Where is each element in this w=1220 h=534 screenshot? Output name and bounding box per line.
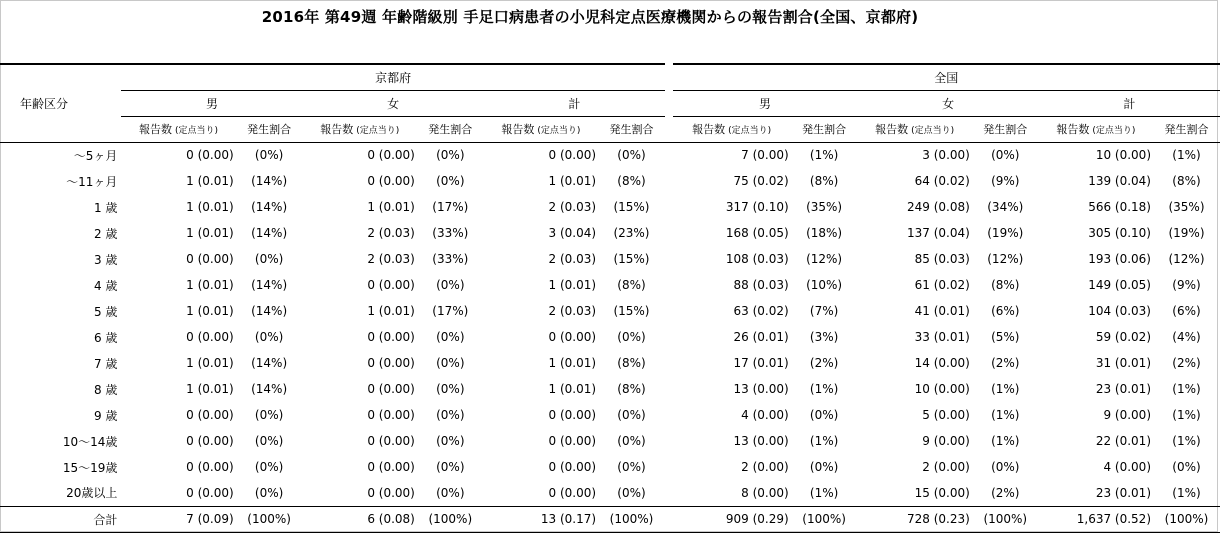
sex-label: 計 bbox=[1123, 96, 1136, 111]
per-sentinel-label: (定点当り) bbox=[911, 126, 955, 136]
table-row bbox=[0, 376, 1220, 402]
table-row bbox=[0, 246, 1220, 272]
rate-cell: (1%) bbox=[991, 408, 1020, 422]
rate-cell: (23%) bbox=[613, 226, 650, 240]
rate-cell: (1%) bbox=[809, 485, 839, 500]
per-sentinel-label: (定点当り) bbox=[356, 126, 400, 136]
rate-cell: (2%) bbox=[991, 356, 1020, 370]
count-cell: 2 (0.03) bbox=[548, 200, 597, 214]
count-cell: 0 (0.00) bbox=[548, 408, 597, 422]
rate-cell: (0%) bbox=[436, 356, 465, 370]
count-cell: 7 (0.00) bbox=[741, 148, 789, 163]
count-cell: 33 (0.01) bbox=[914, 330, 970, 344]
count-cell: 0 (0.00) bbox=[548, 460, 597, 474]
count-cell: 909 (0.29) bbox=[673, 506, 791, 532]
age-cell: 1 歳 bbox=[93, 200, 118, 215]
count-cell: 1 (0.01) bbox=[548, 382, 597, 396]
rate-cell: (0%) bbox=[617, 485, 646, 500]
rate-cell: (8%) bbox=[1172, 174, 1201, 188]
rate-cell: (1%) bbox=[1172, 485, 1201, 500]
age-cell: 合計 bbox=[0, 506, 121, 532]
sex-header-national-total bbox=[1039, 90, 1220, 116]
region-header-kyoto: 京都府 bbox=[375, 70, 412, 85]
rate-cell: (0%) bbox=[809, 460, 839, 474]
count-cell: 1 (0.01) bbox=[186, 174, 234, 188]
count-cell: 9 (0.00) bbox=[922, 434, 970, 448]
rate-cell: (0%) bbox=[436, 148, 465, 163]
count-cell: 0 (0.00) bbox=[367, 460, 415, 474]
per-sentinel-label: (定点当り) bbox=[175, 126, 219, 136]
spacer-cell bbox=[665, 350, 673, 376]
sex-header-kyoto-male bbox=[121, 90, 302, 116]
count-cell: 0 (0.00) bbox=[186, 330, 234, 344]
table-row bbox=[0, 350, 1220, 376]
spacer-cell bbox=[665, 272, 673, 298]
count-cell: 0 (0.00) bbox=[548, 434, 597, 448]
count-cell: 2 (0.03) bbox=[548, 304, 597, 318]
count-cell: 17 (0.01) bbox=[733, 356, 789, 370]
count-cell: 0 (0.00) bbox=[367, 356, 415, 370]
rate-cell: (17%) bbox=[432, 304, 469, 318]
spacer-cell bbox=[665, 506, 673, 532]
report-table bbox=[0, 63, 1220, 533]
rate-label: 発生割合 bbox=[609, 123, 654, 136]
spacer-cell bbox=[665, 142, 673, 168]
spacer-cell bbox=[665, 116, 673, 142]
count-cell: 0 (0.00) bbox=[367, 148, 415, 163]
rate-cell: (0%) bbox=[254, 460, 284, 474]
count-cell: 0 (0.00) bbox=[367, 434, 415, 448]
rate-cell: (0%) bbox=[254, 434, 284, 448]
count-cell: 2 (0.03) bbox=[367, 226, 415, 240]
rate-cell: (1%) bbox=[991, 382, 1020, 396]
rate-cell: (14%) bbox=[251, 278, 288, 292]
count-cell: 31 (0.01) bbox=[1095, 356, 1151, 370]
sex-label: 男 bbox=[759, 96, 772, 111]
per-sentinel-label: (定点当り) bbox=[728, 126, 772, 136]
rate-cell: (0%) bbox=[617, 408, 646, 422]
spacer-cell bbox=[665, 376, 673, 402]
spacer-cell bbox=[665, 324, 673, 350]
count-cell: 3 (0.00) bbox=[922, 148, 970, 163]
rate-header-kyoto-female bbox=[417, 116, 484, 142]
count-label: 報告数 bbox=[501, 123, 535, 136]
rate-header-kyoto-male bbox=[236, 116, 303, 142]
rate-cell: (100%) bbox=[417, 506, 484, 532]
spacer-cell bbox=[665, 402, 673, 428]
count-cell: 249 (0.08) bbox=[907, 200, 970, 214]
rate-cell: (14%) bbox=[251, 304, 288, 318]
rate-cell: (0%) bbox=[254, 148, 284, 163]
rate-header-national-male bbox=[791, 116, 858, 142]
count-cell: 0 (0.00) bbox=[186, 408, 234, 422]
count-cell: 0 (0.00) bbox=[367, 278, 415, 292]
rate-cell: (14%) bbox=[251, 200, 288, 214]
sex-label: 女 bbox=[942, 96, 955, 111]
count-cell: 15 (0.00) bbox=[914, 485, 970, 500]
age-cell: ～5ヶ月 bbox=[73, 148, 118, 163]
rate-cell: (1%) bbox=[809, 382, 839, 396]
table-row bbox=[0, 480, 1220, 506]
rate-cell: (3%) bbox=[809, 330, 839, 344]
table-row bbox=[0, 194, 1220, 220]
count-header-kyoto-male bbox=[121, 116, 235, 142]
count-cell: 168 (0.05) bbox=[725, 226, 789, 240]
rate-cell: (100%) bbox=[236, 506, 303, 532]
count-cell: 63 (0.02) bbox=[733, 304, 789, 318]
count-header-national-total bbox=[1039, 116, 1153, 142]
count-cell: 85 (0.03) bbox=[914, 252, 970, 266]
spacer-cell bbox=[665, 454, 673, 480]
age-cell: 7 歳 bbox=[93, 356, 118, 371]
count-label: 報告数 bbox=[1056, 123, 1090, 136]
table-body bbox=[0, 142, 1220, 532]
rate-cell: (0%) bbox=[254, 252, 284, 266]
count-cell: 0 (0.00) bbox=[548, 485, 597, 500]
rate-label: 発生割合 bbox=[1164, 123, 1209, 136]
age-cell: ～11ヶ月 bbox=[66, 174, 118, 189]
rate-cell: (0%) bbox=[254, 330, 284, 344]
count-cell: 0 (0.00) bbox=[186, 460, 234, 474]
table-row bbox=[0, 220, 1220, 246]
count-cell: 0 (0.00) bbox=[367, 485, 415, 500]
spacer-cell bbox=[665, 220, 673, 246]
rate-cell: (1%) bbox=[991, 434, 1020, 448]
rate-cell: (0%) bbox=[617, 330, 646, 344]
rate-cell: (6%) bbox=[991, 304, 1020, 318]
spacer-cell bbox=[665, 480, 673, 506]
spacer-cell bbox=[665, 428, 673, 454]
sex-label: 計 bbox=[568, 96, 581, 111]
sex-header-row bbox=[0, 90, 1220, 116]
count-cell: 5 (0.00) bbox=[922, 408, 970, 422]
count-cell: 1 (0.01) bbox=[367, 304, 415, 318]
rate-cell: (35%) bbox=[806, 200, 843, 214]
count-cell: 0 (0.00) bbox=[548, 148, 597, 163]
rate-cell: (15%) bbox=[613, 252, 650, 266]
count-header-kyoto-female bbox=[303, 116, 417, 142]
rate-cell: (0%) bbox=[436, 330, 465, 344]
count-cell: 1 (0.01) bbox=[186, 200, 234, 214]
region-header-national: 全国 bbox=[934, 70, 959, 85]
rate-cell: (33%) bbox=[432, 226, 469, 240]
count-cell: 4 (0.00) bbox=[1103, 460, 1151, 474]
rate-cell: (0%) bbox=[617, 148, 646, 163]
rate-cell: (9%) bbox=[991, 174, 1020, 188]
rate-cell: (0%) bbox=[1172, 460, 1201, 474]
rate-cell: (0%) bbox=[617, 460, 646, 474]
count-cell: 23 (0.01) bbox=[1095, 382, 1151, 396]
sub-header-row bbox=[0, 116, 1220, 142]
table-row bbox=[0, 168, 1220, 194]
count-cell: 13 (0.00) bbox=[733, 434, 789, 448]
age-cell: 15～19歳 bbox=[62, 460, 118, 475]
rate-cell: (2%) bbox=[809, 356, 839, 370]
count-label: 報告数 bbox=[320, 123, 354, 136]
spacer-cell bbox=[665, 168, 673, 194]
table-row bbox=[0, 402, 1220, 428]
rate-cell: (0%) bbox=[436, 408, 465, 422]
rate-cell: (6%) bbox=[1172, 304, 1201, 318]
count-cell: 10 (0.00) bbox=[914, 382, 970, 396]
rate-cell: (17%) bbox=[432, 200, 469, 214]
count-header-national-male bbox=[673, 116, 791, 142]
count-cell: 2 (0.00) bbox=[922, 460, 970, 474]
age-cell: 2 歳 bbox=[93, 226, 118, 241]
rate-cell: (1%) bbox=[1172, 408, 1201, 422]
rate-label: 発生割合 bbox=[983, 123, 1028, 136]
rate-cell: (8%) bbox=[617, 278, 646, 292]
sex-header-kyoto-female bbox=[303, 90, 484, 116]
count-cell: 1 (0.01) bbox=[186, 304, 234, 318]
count-cell: 4 (0.00) bbox=[741, 408, 789, 422]
rate-cell: (18%) bbox=[806, 226, 843, 240]
spacer-cell bbox=[665, 298, 673, 324]
rate-cell: (2%) bbox=[1172, 356, 1201, 370]
rate-cell: (0%) bbox=[991, 460, 1020, 474]
rate-cell: (0%) bbox=[254, 408, 284, 422]
rate-cell: (1%) bbox=[1172, 148, 1201, 163]
rate-cell: (0%) bbox=[436, 485, 465, 500]
rate-cell: (34%) bbox=[987, 200, 1024, 214]
rate-cell: (14%) bbox=[251, 356, 288, 370]
age-cell: 4 歳 bbox=[93, 278, 118, 293]
rate-cell: (8%) bbox=[617, 356, 646, 370]
rate-cell: (1%) bbox=[1172, 382, 1201, 396]
count-cell: 0 (0.00) bbox=[548, 330, 597, 344]
count-cell: 41 (0.01) bbox=[914, 304, 970, 318]
rate-label: 発生割合 bbox=[428, 123, 473, 136]
count-cell: 0 (0.00) bbox=[367, 382, 415, 396]
count-cell: 22 (0.01) bbox=[1095, 434, 1151, 448]
count-cell: 566 (0.18) bbox=[1088, 200, 1151, 214]
total-row bbox=[0, 506, 1220, 532]
count-cell: 64 (0.02) bbox=[914, 174, 970, 188]
rate-header-national-female bbox=[972, 116, 1039, 142]
count-cell: 10 (0.00) bbox=[1095, 148, 1151, 163]
count-cell: 1 (0.01) bbox=[548, 174, 597, 188]
age-cell: 6 歳 bbox=[93, 330, 118, 345]
rate-cell: (19%) bbox=[987, 226, 1024, 240]
count-cell: 0 (0.00) bbox=[367, 408, 415, 422]
count-cell: 1 (0.01) bbox=[186, 226, 234, 240]
table-row bbox=[0, 142, 1220, 168]
rate-cell: (0%) bbox=[809, 408, 839, 422]
count-cell: 13 (0.00) bbox=[733, 382, 789, 396]
rate-cell: (0%) bbox=[436, 174, 465, 188]
rate-cell: (33%) bbox=[432, 252, 469, 266]
rate-cell: (8%) bbox=[991, 278, 1020, 292]
per-sentinel-label: (定点当り) bbox=[1092, 126, 1136, 136]
table-row bbox=[0, 324, 1220, 350]
page-title: 2016年 第49週 年齢階級別 手足口病患者の小児科定点医療機関からの報告割合(全国、京都府) bbox=[261, 8, 919, 26]
rate-header-national-total bbox=[1153, 116, 1220, 142]
count-cell: 1 (0.01) bbox=[186, 382, 234, 396]
per-sentinel-label: (定点当り) bbox=[537, 126, 581, 136]
rate-header-kyoto-total bbox=[598, 116, 665, 142]
count-cell: 149 (0.05) bbox=[1088, 278, 1151, 292]
count-cell: 0 (0.00) bbox=[186, 148, 234, 163]
rate-cell: (1%) bbox=[809, 148, 839, 163]
age-cell: 20歳以上 bbox=[66, 486, 118, 501]
age-cell: 8 歳 bbox=[93, 382, 118, 397]
count-cell: 0 (0.00) bbox=[186, 252, 234, 266]
count-cell: 728 (0.23) bbox=[858, 506, 972, 532]
count-cell: 139 (0.04) bbox=[1088, 174, 1151, 188]
count-cell: 104 (0.03) bbox=[1088, 304, 1151, 318]
count-cell: 14 (0.00) bbox=[914, 356, 970, 370]
rate-cell: (19%) bbox=[1168, 226, 1205, 240]
table-row bbox=[0, 454, 1220, 480]
rate-cell: (2%) bbox=[991, 485, 1020, 500]
count-cell: 26 (0.01) bbox=[733, 330, 789, 344]
rate-cell: (14%) bbox=[251, 174, 288, 188]
count-cell: 8 (0.00) bbox=[741, 485, 789, 500]
rate-cell: (0%) bbox=[436, 434, 465, 448]
count-cell: 7 (0.09) bbox=[121, 506, 235, 532]
rate-cell: (7%) bbox=[809, 304, 839, 318]
count-cell: 2 (0.03) bbox=[367, 252, 415, 266]
rate-cell: (10%) bbox=[806, 278, 843, 292]
rate-label: 発生割合 bbox=[247, 123, 292, 136]
count-cell: 61 (0.02) bbox=[914, 278, 970, 292]
rate-cell: (4%) bbox=[1172, 330, 1201, 344]
count-cell: 88 (0.03) bbox=[733, 278, 789, 292]
count-cell: 305 (0.10) bbox=[1088, 226, 1151, 240]
sex-label: 男 bbox=[205, 96, 218, 111]
sex-label: 女 bbox=[387, 96, 400, 111]
count-cell: 0 (0.00) bbox=[367, 174, 415, 188]
count-label: 報告数 bbox=[875, 123, 909, 136]
rate-cell: (0%) bbox=[991, 148, 1020, 163]
count-cell: 1 (0.01) bbox=[186, 278, 234, 292]
rate-cell: (12%) bbox=[987, 252, 1024, 266]
age-column-header: 年齢区分 bbox=[20, 96, 69, 111]
count-cell: 0 (0.00) bbox=[186, 485, 234, 500]
rate-cell: (8%) bbox=[617, 382, 646, 396]
rate-cell: (100%) bbox=[791, 506, 858, 532]
rate-cell: (35%) bbox=[1168, 200, 1205, 214]
count-cell: 1 (0.01) bbox=[548, 356, 597, 370]
count-cell: 59 (0.02) bbox=[1095, 330, 1151, 344]
count-cell: 13 (0.17) bbox=[484, 506, 598, 532]
age-cell: 10～14歳 bbox=[62, 434, 118, 449]
rate-cell: (15%) bbox=[613, 200, 650, 214]
count-cell: 137 (0.04) bbox=[907, 226, 970, 240]
count-cell: 6 (0.08) bbox=[303, 506, 417, 532]
rate-cell: (100%) bbox=[1153, 506, 1220, 532]
rate-cell: (8%) bbox=[617, 174, 646, 188]
rate-cell: (100%) bbox=[972, 506, 1039, 532]
spacer-cell bbox=[665, 194, 673, 220]
count-cell: 108 (0.03) bbox=[725, 252, 789, 266]
rate-cell: (14%) bbox=[251, 226, 288, 240]
sex-header-kyoto-total bbox=[484, 90, 665, 116]
rate-cell: (100%) bbox=[598, 506, 665, 532]
rate-cell: (0%) bbox=[436, 382, 465, 396]
rate-label: 発生割合 bbox=[802, 123, 847, 136]
age-cell: 9 歳 bbox=[93, 408, 118, 423]
rate-cell: (0%) bbox=[617, 434, 646, 448]
count-cell: 2 (0.03) bbox=[548, 252, 597, 266]
count-header-kyoto-total bbox=[484, 116, 598, 142]
table-row bbox=[0, 272, 1220, 298]
count-label: 報告数 bbox=[139, 123, 173, 136]
rate-cell: (5%) bbox=[991, 330, 1020, 344]
table-row bbox=[0, 298, 1220, 324]
sex-header-national-female bbox=[858, 90, 1039, 116]
rate-cell: (9%) bbox=[1172, 278, 1201, 292]
rate-cell: (0%) bbox=[254, 485, 284, 500]
table-header bbox=[0, 64, 1220, 142]
count-cell: 317 (0.10) bbox=[725, 200, 789, 214]
count-cell: 0 (0.00) bbox=[186, 434, 234, 448]
age-cell: 3 歳 bbox=[93, 252, 118, 267]
rate-cell: (1%) bbox=[1172, 434, 1201, 448]
count-cell: 193 (0.06) bbox=[1088, 252, 1151, 266]
rate-cell: (8%) bbox=[809, 174, 839, 188]
count-label: 報告数 bbox=[692, 123, 726, 136]
count-cell: 1,637 (0.52) bbox=[1039, 506, 1153, 532]
count-cell: 1 (0.01) bbox=[548, 278, 597, 292]
rate-cell: (15%) bbox=[613, 304, 650, 318]
count-cell: 2 (0.00) bbox=[741, 460, 789, 474]
spacer-cell bbox=[665, 90, 673, 116]
rate-cell: (0%) bbox=[436, 460, 465, 474]
spacer-cell bbox=[665, 246, 673, 272]
count-cell: 1 (0.01) bbox=[367, 200, 415, 214]
count-cell: 75 (0.02) bbox=[733, 174, 789, 188]
rate-cell: (12%) bbox=[1168, 252, 1205, 266]
count-cell: 0 (0.00) bbox=[367, 330, 415, 344]
count-cell: 1 (0.01) bbox=[186, 356, 234, 370]
count-cell: 3 (0.04) bbox=[548, 226, 597, 240]
count-header-national-female bbox=[858, 116, 972, 142]
rate-cell: (12%) bbox=[806, 252, 843, 266]
sex-header-national-male bbox=[673, 90, 858, 116]
rate-cell: (14%) bbox=[251, 382, 288, 396]
table-row bbox=[0, 428, 1220, 454]
count-cell: 9 (0.00) bbox=[1103, 408, 1151, 422]
rate-cell: (0%) bbox=[436, 278, 465, 292]
age-cell: 5 歳 bbox=[93, 304, 118, 319]
rate-cell: (1%) bbox=[809, 434, 839, 448]
count-cell: 23 (0.01) bbox=[1095, 485, 1151, 500]
